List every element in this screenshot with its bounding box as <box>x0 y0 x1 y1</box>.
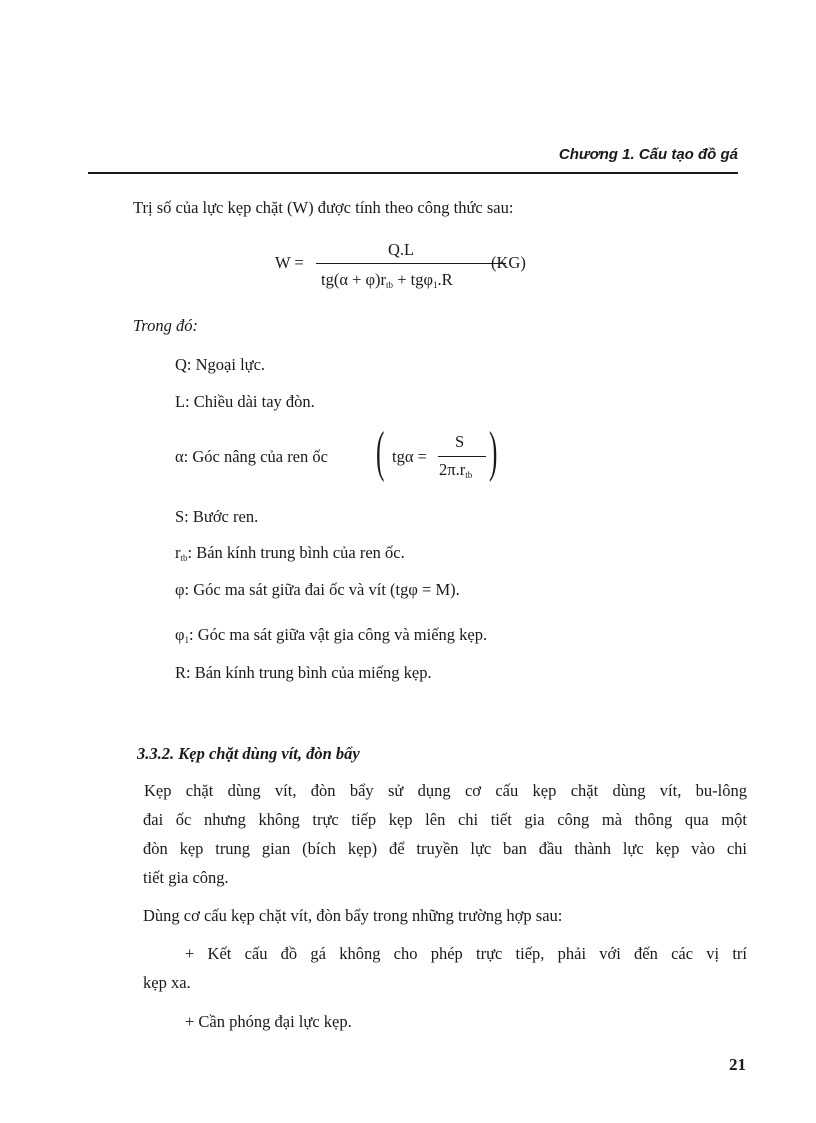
formula-lhs: W = <box>275 253 304 272</box>
def-l: L: Chiều dài tay đòn. <box>175 392 315 411</box>
den-sub2: 1 <box>432 280 438 290</box>
para2: Dùng cơ cấu kẹp chặt vít, đòn bẩy trong những trường hợp sau: <box>143 906 563 925</box>
phi1-sub: 1 <box>184 635 190 645</box>
para1-line4: tiết gia công. <box>143 868 229 887</box>
def-phi <box>175 580 460 600</box>
def-rtb <box>175 543 405 563</box>
formula-denominator <box>321 270 453 290</box>
def-alpha: α: Góc nâng của ren ốc <box>175 447 328 466</box>
def-r: R: Bán kính trung bình của miếng kẹp. <box>175 663 432 682</box>
formula-fraction-line <box>316 263 506 264</box>
para1-line1-text: Kẹp chặt dùng vít, đòn bẩy sử dụng cơ cấu kẹp chặt dùng vít, bu-lông <box>144 781 747 800</box>
rtb-sub: tb <box>180 553 188 563</box>
alpha-formula-den <box>439 460 472 480</box>
page-number: 21 <box>729 1055 746 1074</box>
den-part2: + tgφ <box>393 270 433 289</box>
alpha-fraction-line <box>438 456 486 457</box>
den-part3: .R <box>437 270 453 289</box>
header-rule <box>88 172 738 174</box>
phi1-symbol: φ <box>175 625 185 644</box>
para1-line1 <box>143 781 747 801</box>
phi-text: φ: Góc ma sát giữa đai ốc và vít <box>175 580 386 599</box>
def-s: S: Bước ren. <box>175 507 259 526</box>
def-phi1 <box>175 625 487 645</box>
alpha-formula-lhs: tgα = <box>392 447 427 466</box>
chapter-header: Chương 1. Cấu tạo đồ gá <box>558 146 738 163</box>
alpha-den-sub: tb <box>465 470 473 480</box>
def-q: Q: Ngoại lực. <box>175 355 266 374</box>
phi1-text: : Góc ma sát giữa vật gia công và miếng kẹp. <box>189 625 488 644</box>
para1-line2: đai ốc nhưng không trực tiếp kẹp lên chi tiết gia công mà thông qua một <box>143 810 747 829</box>
rtb-symbol: r <box>175 543 181 562</box>
bullet2: + Cần phóng đại lực kẹp. <box>185 1012 352 1031</box>
para1-line3: đòn kẹp trung gian (bích kẹp) để truyền lực ban đầu thành lực kẹp vào chi <box>143 839 747 858</box>
alpha-den-text: 2π.r <box>439 460 466 479</box>
den-part1: tg(α + φ)r <box>321 270 387 289</box>
formula-numerator: Q.L <box>388 240 415 259</box>
bullet1-line1: + Kết cấu đồ gá không cho phép trực tiếp, phải với đến các vị trí <box>185 944 747 963</box>
intro-text: Trị số của lực kẹp chặt (W) được tính theo công thức sau: <box>133 198 514 217</box>
bullet1-line2: kẹp xa. <box>143 973 191 992</box>
where-label: Trong đó: <box>133 316 198 335</box>
den-sub1: tb <box>386 280 394 290</box>
phi-formula: (tgφ = M). <box>390 580 460 599</box>
section-heading: 3.3.2. Kẹp chặt dùng vít, đòn bẩy <box>137 744 360 763</box>
rtb-text: : Bán kính trung bình của ren ốc. <box>187 543 405 562</box>
alpha-right-paren: ) <box>489 421 498 483</box>
alpha-formula-num: S <box>455 432 465 451</box>
alpha-left-paren: ( <box>376 421 385 483</box>
formula-unit: (KG) <box>491 253 526 272</box>
